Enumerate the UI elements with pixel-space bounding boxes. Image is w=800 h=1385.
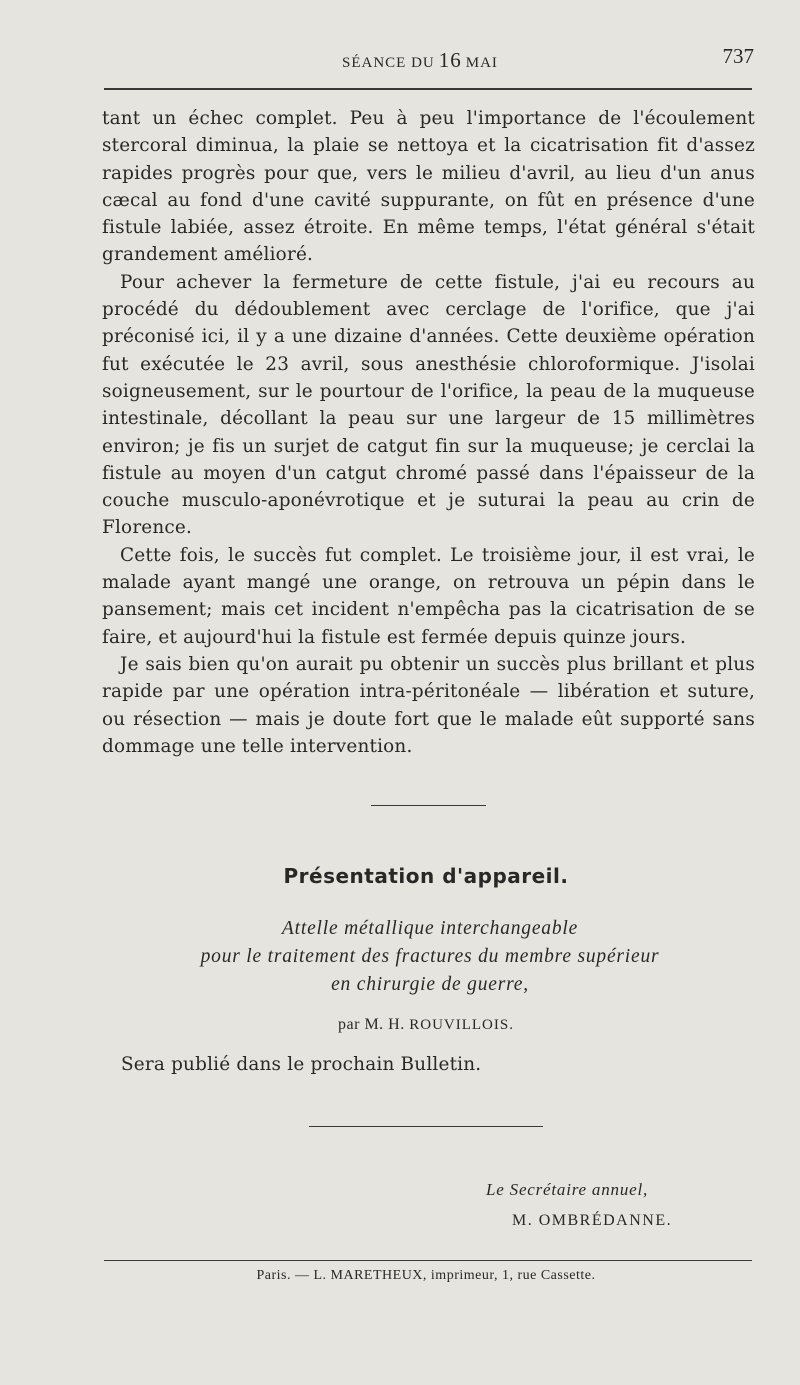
paragraph-2: Pour achever la fermeture de cette fistule, j'ai eu recours au procédé du dédoublement avec cerclage de l'orifice, que j'ai préconisé ici, il y a une dizaine d'années. Cette deuxième opération fut exécutée le 23 avril, sous anesthésie chloroformique. J'isolai soigneusement, sur le pourtour de l'orifice, la peau de la muqueuse intestinale, décollant la peau sur une largeur de 15 millimètres environ; je fis un surjet de catgut fin sur la muqueuse; je cerclai la fistule au moyen d'un catgut chromé passé dans l'épaisseur de la couche musculo-aponévrotique et je suturai la peau au crin de Florence.	[102, 271, 755, 539]
body-text	[102, 105, 755, 760]
header-month: MAI	[465, 55, 498, 71]
section-title: Présentation d'appareil.	[283, 864, 569, 888]
subtitle-line-3: en chirurgie de guerre,	[331, 974, 529, 995]
signature-role: Le Secrétaire annuel,	[486, 1180, 649, 1199]
section-subtitle	[100, 915, 760, 999]
author-prefix: par M. H.	[338, 1016, 405, 1033]
author-line	[0, 1016, 800, 1034]
section-divider	[371, 805, 486, 806]
footer-rule	[104, 1260, 752, 1261]
paragraph-4: Je sais bien qu'on aurait pu obtenir un succès plus brillant et plus rapide par une opération intra-péritonéale — libération et suture, ou résection — mais je doute fort que le malade eût supporté sans dommage une telle intervention.	[102, 653, 755, 757]
subtitle-line-2: pour le traitement des fractures du membre supérieur	[200, 946, 660, 967]
page-number: 737	[722, 44, 754, 68]
subtitle-line-1: Attelle métallique interchangeable	[281, 918, 579, 939]
running-header	[102, 44, 754, 74]
closing-divider	[309, 1126, 543, 1127]
paragraph-3: Cette fois, le succès fut complet. Le troisième jour, il est vrai, le malade ayant mangé une orange, on retrouva un pépin dans le pansement; mais cet incident n'empêcha pas la cicatrisation de se faire, et aujourd'hui la fistule est fermée depuis quinze jours.	[102, 544, 755, 648]
header-day: 16	[438, 48, 462, 72]
header-rule	[104, 88, 752, 90]
header-title: SÉANCE DU 16 MAI	[342, 48, 498, 72]
signature-name: M. OMBRÉDANNE.	[512, 1212, 673, 1229]
printer-imprint: Paris. — L. MARETHEUX, imprimeur, 1, rue Cassette.	[256, 1268, 596, 1283]
publish-note: Sera publié dans le prochain Bulletin.	[121, 1054, 482, 1075]
paragraph-1: tant un échec complet. Peu à peu l'importance de l'écoulement stercoral diminua, la plaie se nettoya et la cicatrisation fit d'assez rapides progrès pour que, vers le milieu d'avril, au lieu d'un anus cæcal au fond d'une cavité suppurante, on fût en présence d'une fistule labiée, assez étroite. En même temps, l'état général s'était grandement amélioré.	[102, 108, 755, 266]
author-name: ROUVILLOIS.	[409, 1017, 514, 1033]
